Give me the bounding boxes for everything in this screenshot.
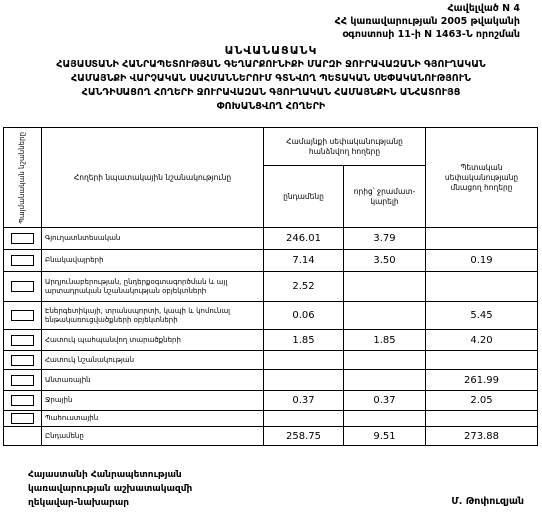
signatory-name: Մ. Թոփուզյան [451,496,524,507]
header-state: Պետական սեփականությանը մնացող հողերը [426,128,538,228]
table-row: Գյուղատնտեսական 246.01 3.79 [4,228,538,250]
title-line-2: ՀԱՄԱՅՆՔԻ ՎԱՐՉԱԿԱՆ ՍԱՀՄԱՆՆԵՐՈՒՄ ԳՏՆՎՈՂ ՊԵՏԱԿԱՆ ՍԵՓԱԿԱՆՈՒԹՅՈՒՆ [71,73,471,84]
title-main: ԱՆՎԱՆԱՑԱՆԿ [224,44,318,57]
total-label: Ընդամենը [42,427,264,446]
legend-box [11,335,34,346]
table-row: Էներգետիկայի, տրանսպորտի, կապի և կոմունալ ենթակառուցվածքների օբյեկտների 0.06 5.45 [4,302,538,330]
legend-box [11,375,34,386]
annex-number: Հավելված N 4 [447,3,520,14]
header-total: ընդամենը [264,166,344,228]
header-of-which: որից՝ ջրամատ-կարելի [344,166,426,228]
annex-reference [260,2,520,41]
total-irrigated: 9.51 [344,427,426,446]
legend-box [11,413,34,424]
document-title [0,44,542,114]
legend-box [11,395,34,406]
table-row: Պահուստային [4,411,538,427]
table-row: Արդյունաբերության, ընդերքօգտագործման և այլ արտադրական նշանակության օբյեկտների 2.52 [4,272,538,302]
total-state: 273.88 [426,427,538,446]
table-row: Հատուկ պահպանվող տարածքների 1.85 1.85 4.20 [4,330,538,351]
header-code: Պայմանական նշանները [4,128,42,228]
legend-box [11,355,34,366]
title-line-3: ՀԱՆԴԻՍԱՑՈՂ ՀՈՂԵՐԻ ՋՈՒՐԱՎԱԶԱՆ ԳՅՈՒՂԱԿԱՆ ՀԱՄԱՅՆՔԻՆ ԱՆՀԱՏՈՒՅՑ [81,87,461,98]
title-line-4: ՓՈԽԱՆՑՎՈՂ ՀՈՂԵՐԻ [216,101,326,112]
table-row: Ջրային 0.37 0.37 2.05 [4,391,538,411]
legend-box [11,233,34,244]
legend-box [11,310,34,321]
table-row: Բնակավայրերի 7.14 3.50 0.19 [4,250,538,272]
header-name: Հողերի նպատակային նշանակությունը [42,128,264,228]
table-row: Հատուկ նշանակության [4,351,538,370]
annex-government: ՀՀ կառավարության 2005 թվականի [334,16,520,27]
legend-box [11,255,34,266]
signatory-title: Հայաստանի Հանրապետության կառավարության աշխատակազմի ղեկավար-նախարար [28,470,193,508]
total-transfer: 258.75 [264,427,344,446]
header-transfer-group: Համայնքի սեփականությանը հանձնվող հողերը [264,128,426,166]
legend-box [11,281,34,292]
land-table [3,127,538,446]
title-line-1: ՀԱՅԱՍՏԱՆԻ ՀԱՆՐԱՊԵՏՈՒԹՅԱՆ ԳԵՂԱՐՔՈՒՆԻՔԻ ՄԱՐԶԻ ՋՈՒՐԱՎԱԶԱՆԻ ԳՅՈՒՂԱԿԱՆ [56,59,486,70]
total-row [4,427,538,446]
annex-decision: օգոստոսի 11-ի N 1463-Ն որոշման [342,29,520,40]
table-row: Անտառային 261.99 [4,370,538,391]
